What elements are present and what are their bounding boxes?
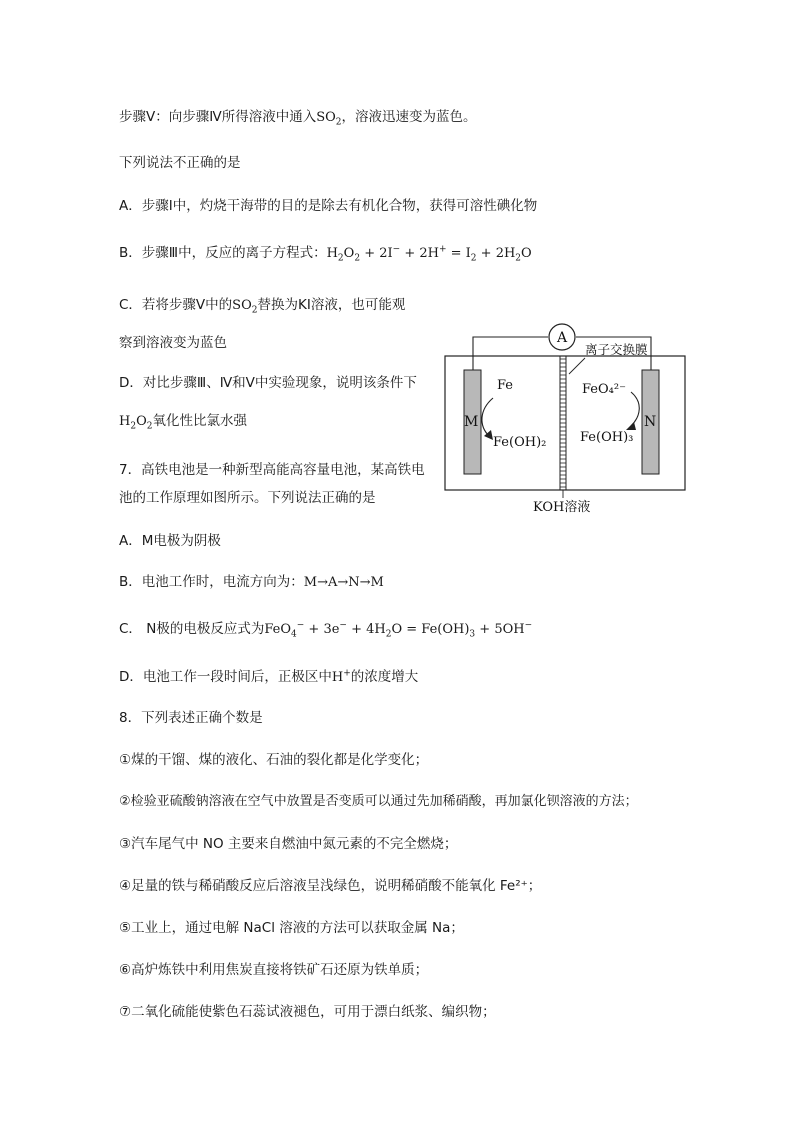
- membrane-leader-line: [569, 358, 585, 374]
- q6-option-d-line1: D．对比步骤Ⅲ、Ⅳ和Ⅴ中实验现象，说明该条件下: [119, 375, 417, 391]
- ion-exchange-membrane: [560, 356, 566, 490]
- q7-stem-line1: 7．高铁电池是一种新型高能高容量电池，某高铁电: [119, 462, 425, 478]
- membrane-label: 离子交换膜: [585, 342, 648, 357]
- q6-option-a: A．步骤Ⅰ中，灼烧干海带的目的是除去有机化合物，获得可溶性碘化物: [119, 198, 538, 214]
- h-plus: H+: [331, 668, 351, 685]
- ammeter-label: A: [556, 330, 568, 346]
- left-arrow-icon: [482, 398, 493, 436]
- q8-statement-3: ③汽车尾气中 NO 主要来自燃油中氮元素的不完全燃烧；: [119, 836, 458, 852]
- q8-statement-6: ⑥高炉炼铁中利用焦炭直接将铁矿石还原为铁单质；: [119, 962, 429, 978]
- q6-option-d-text-end: 氧化性比氯水强: [152, 413, 247, 429]
- q7-option-b: [119, 572, 384, 593]
- q7-option-c-text: C． N极的电极反应式为: [119, 621, 265, 637]
- q7-stem-line2: 池的工作原理如图所示。下列说法正确的是: [119, 490, 376, 506]
- q6-option-c-text: C．若将步骤Ⅴ中的: [119, 297, 233, 313]
- step5-text-end: ，溶液迅速变为蓝色。: [341, 109, 477, 125]
- so2-formula: $SO_2$: [316, 110, 342, 128]
- q7-option-c-equation: $FeO_4^- + 3e^- + 4H_2O = Fe(OH)_3 + 5OH^-$: [264, 620, 533, 640]
- q7-option-b-formula: M→A→N→M: [303, 575, 384, 590]
- q8-statement-4: ④足量的铁与稀硝酸反应后溶液呈浅绿色，说明稀硝酸不能氧化 Fe²⁺；: [119, 878, 542, 894]
- q7-option-d-text-end: 的浓度增大: [350, 669, 419, 685]
- q6-option-d-line2: [119, 411, 247, 432]
- solution-label: KOH溶液: [533, 500, 591, 515]
- q6-option-b-text: B．步骤Ⅲ中，反应的离子方程式：: [119, 245, 327, 261]
- right-arrow-icon: [631, 392, 639, 426]
- step5-text: 步骤Ⅴ：向步骤Ⅳ所得溶液中通入: [119, 109, 317, 125]
- right-reactant: FeO₄²⁻: [582, 382, 626, 397]
- wire-left: [473, 337, 548, 372]
- step5-line: [119, 107, 477, 128]
- q6-option-c-text-end: 替换为KI溶液，也可能观: [257, 297, 406, 313]
- q8-stem: 8．下列表述正确个数是: [119, 710, 263, 726]
- q8-statement-2: ②检验亚硫酸钠溶液在空气中放置是否变质可以通过先加稀硝酸，再加氯化钡溶液的方法；: [119, 794, 638, 809]
- right-product: Fe(OH)₃: [580, 430, 634, 445]
- q7-option-c: [119, 619, 532, 640]
- q6-option-b: [119, 243, 532, 264]
- battery-diagram: [435, 322, 691, 522]
- q7-option-d-text: D．电池工作一段时间后，正极区中: [119, 669, 332, 685]
- q8-statement-1: ①煤的干馏、煤的液化、石油的裂化都是化学变化；: [119, 752, 429, 768]
- q8-statement-5: ⑤工业上，通过电解 NaCl 溶液的方法可以获取金属 Na；: [119, 920, 464, 936]
- q6-stem: 下列说法不正确的是: [119, 155, 241, 171]
- q8-statement-7: ⑦二氧化硫能使紫色石蕊试液褪色，可用于漂白纸浆、编织物；: [119, 1004, 496, 1020]
- q7-option-b-text: B．电池工作时，电流方向为：: [119, 574, 304, 590]
- q6-option-c-line2: 察到溶液变为蓝色: [119, 335, 227, 351]
- q7-option-d: [119, 667, 418, 688]
- electrode-n-label: N: [644, 414, 657, 430]
- left-product: Fe(OH)₂: [493, 435, 547, 450]
- h2o2-formula: $H_2O_2$: [119, 414, 153, 432]
- right-arrow-head-icon: [626, 422, 636, 430]
- q6-option-b-equation: $H_2O_2 + 2I^- + 2H^+ = I_2 + 2H_2O$: [326, 244, 532, 264]
- q6-option-c-line1: [119, 295, 405, 316]
- q7-option-a: A．M电极为阴极: [119, 533, 221, 549]
- electrode-m-label: M: [464, 414, 479, 430]
- so2-formula-c: $SO_2$: [232, 298, 258, 316]
- left-reactant: Fe: [497, 378, 514, 393]
